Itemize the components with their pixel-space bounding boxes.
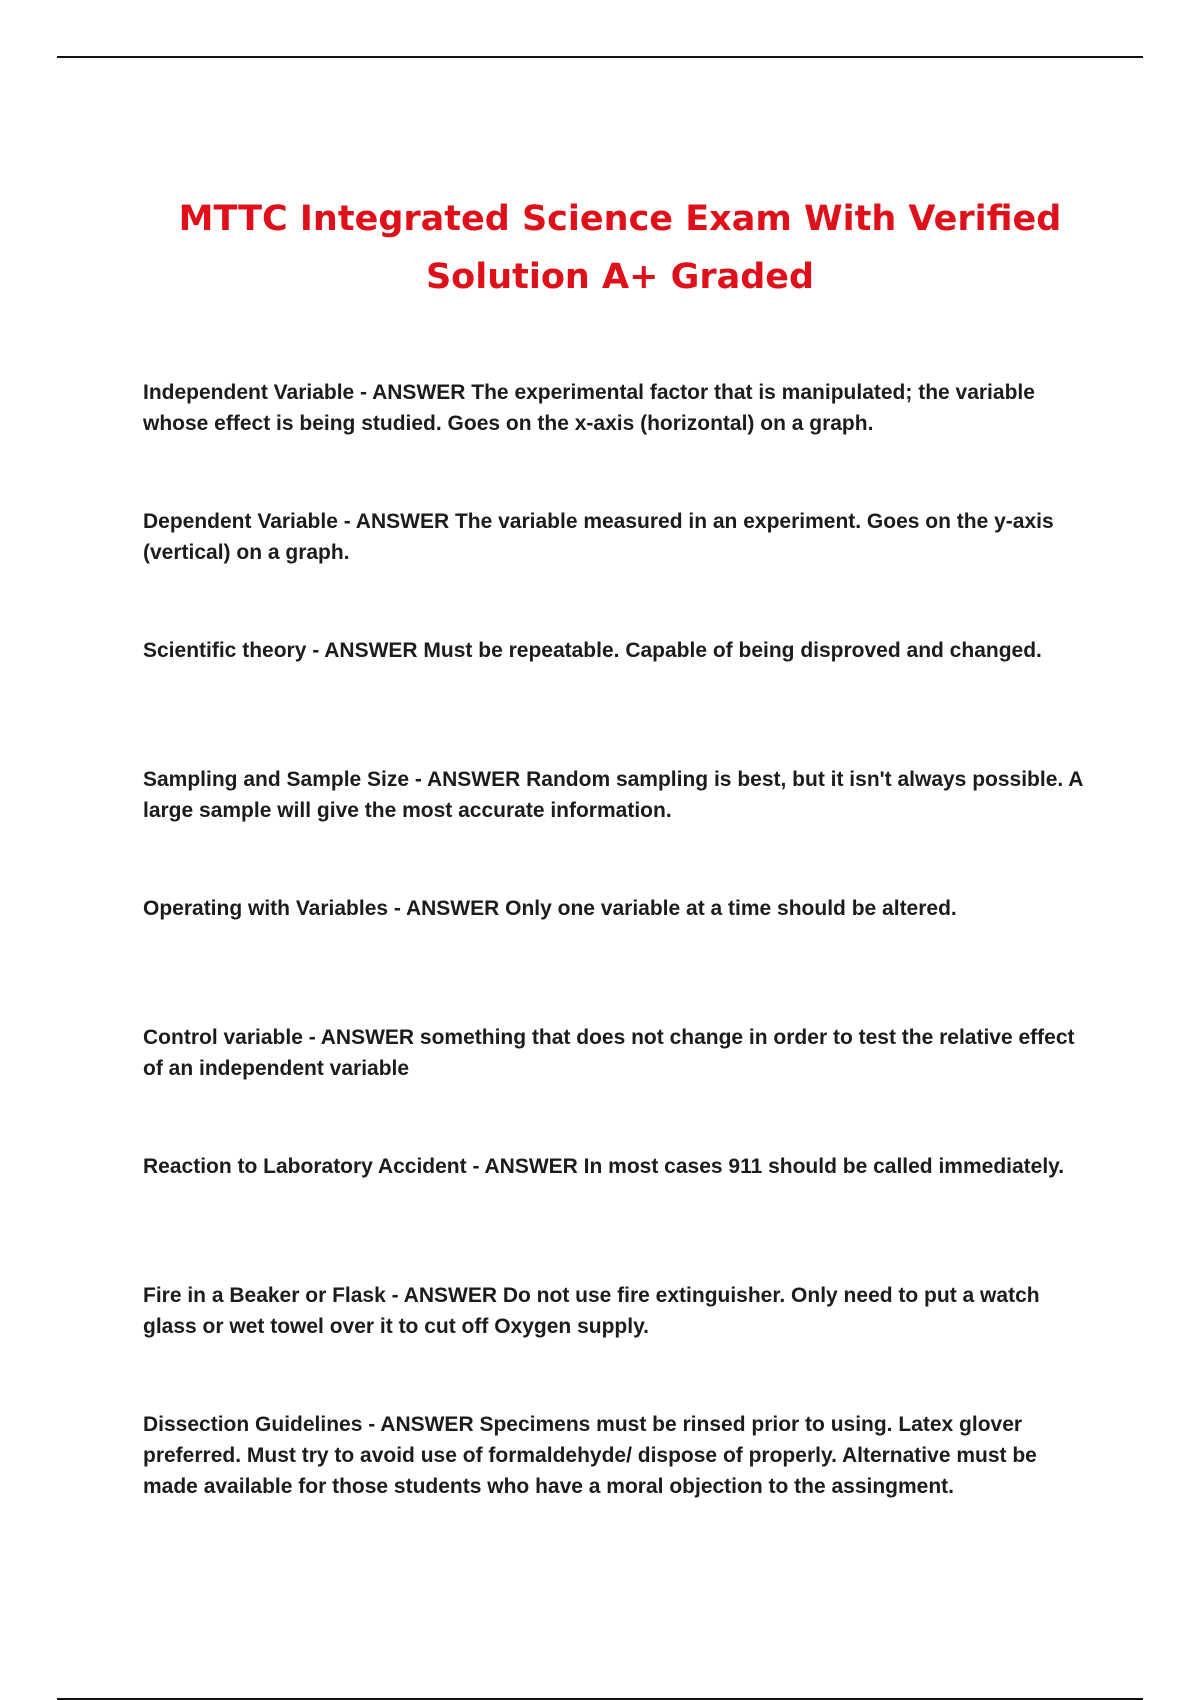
qa-entry: Reaction to Laboratory Accident - ANSWER In most cases 911 should be called immediately. bbox=[143, 1155, 1065, 1178]
qa-entry: Dissection Guidelines - ANSWER Specimens must be rinsed prior to using. Latex glover preferred. Must try to avoid use of formaldehyde/ dispose of properly. Alternative must be made available for those students who have a moral objection to the assingment. bbox=[143, 1413, 1037, 1498]
qa-entry: Fire in a Beaker or Flask - ANSWER Do not use fire extinguisher. Only need to put a watch glass or wet towel over it to cut off Oxygen supply. bbox=[143, 1284, 1040, 1338]
header-rule bbox=[57, 56, 1143, 58]
qa-entry: Operating with Variables - ANSWER Only one variable at a time should be altered. bbox=[143, 897, 957, 920]
qa-entry: Scientific theory - ANSWER Must be repeatable. Capable of being disproved and changed. bbox=[143, 639, 1042, 662]
qa-list bbox=[143, 377, 1088, 1538]
qa-entry: Independent Variable - ANSWER The experimental factor that is manipulated; the variable whose effect is being studied. Goes on the x-axis (horizontal) on a graph. bbox=[143, 381, 1035, 435]
document-title: MTTC Integrated Science Exam With Verified Solution A+ Graded bbox=[178, 199, 1062, 297]
qa-entry: Control variable - ANSWER something that does not change in order to test the relative effect of an independent variable bbox=[143, 1026, 1075, 1080]
qa-entry: Sampling and Sample Size - ANSWER Random sampling is best, but it isn't always possible. A large sample will give the most accurate information. bbox=[143, 768, 1083, 822]
qa-entry: Dependent Variable - ANSWER The variable measured in an experiment. Goes on the y-axis (vertical) on a graph. bbox=[143, 510, 1054, 564]
